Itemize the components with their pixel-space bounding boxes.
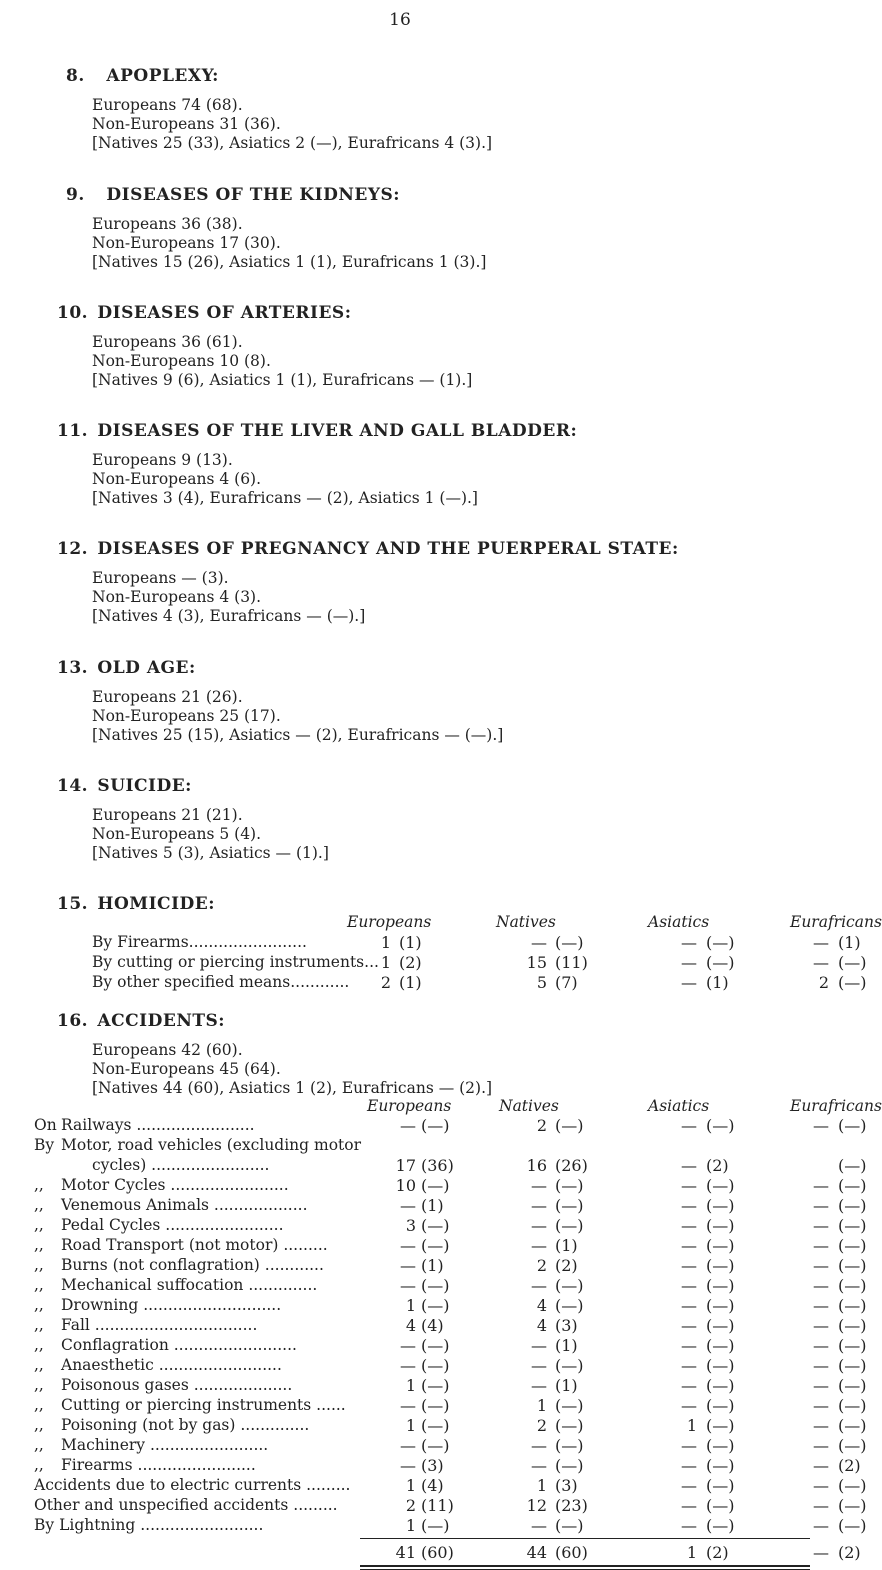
table-value-previous: (—) xyxy=(421,1216,450,1235)
table-value-previous: (—) xyxy=(838,1416,867,1435)
table-value-previous: (—) xyxy=(838,1256,867,1275)
section-heading xyxy=(57,658,196,678)
row-prefix: ,, xyxy=(34,1336,44,1354)
totals-double-rule xyxy=(360,1565,810,1567)
section-number: 8. xyxy=(66,66,85,86)
table-value: — xyxy=(681,933,697,952)
table-value-previous: (—) xyxy=(838,1496,867,1515)
table-value: — xyxy=(400,1276,416,1295)
table-value: 17 xyxy=(395,1156,416,1175)
section-line: [Natives 44 (60), Asiatics 1 (2), Eurafricans — (2).] xyxy=(92,1079,493,1097)
row-prefix: ,, xyxy=(34,1216,44,1234)
table-value: 4 xyxy=(536,1296,547,1315)
table-value: — xyxy=(531,1276,547,1295)
section-line: Europeans 36 (61). xyxy=(92,333,243,351)
row-label: Poisonous gases .................... xyxy=(61,1376,293,1394)
row-label: By cutting or piercing instruments... xyxy=(92,953,379,971)
column-header: Natives xyxy=(499,1097,559,1115)
section-line: Europeans 42 (60). xyxy=(92,1041,243,1059)
section-line: Non-Europeans 17 (30). xyxy=(92,234,281,252)
table-value-previous: (—) xyxy=(706,1456,735,1475)
table-value-previous: (—) xyxy=(421,1416,450,1435)
table-value: 3 xyxy=(405,1216,416,1235)
row-prefix: ,, xyxy=(34,1256,44,1274)
table-value: 2 xyxy=(380,973,391,992)
table-value-previous: (—) xyxy=(706,933,735,952)
table-value: — xyxy=(681,1216,697,1235)
table-value: — xyxy=(400,1196,416,1215)
table-value-previous: (3) xyxy=(421,1456,444,1475)
table-value: 1 xyxy=(380,933,391,952)
section-title: SUICIDE: xyxy=(91,776,192,796)
table-value: — xyxy=(681,1396,697,1415)
table-value: — xyxy=(531,1456,547,1475)
table-value: — xyxy=(681,1356,697,1375)
row-prefix: ,, xyxy=(34,1396,44,1414)
section-line: [Natives 4 (3), Eurafricans — (—).] xyxy=(92,607,366,625)
table-value: — xyxy=(813,1216,829,1235)
table-value-previous: (—) xyxy=(838,1156,867,1175)
table-value-previous: (—) xyxy=(706,1316,735,1335)
row-prefix: By xyxy=(34,1136,55,1154)
table-value-previous: (—) xyxy=(555,1456,584,1475)
table-value-previous: (1) xyxy=(421,1196,444,1215)
section-line: Europeans 36 (38). xyxy=(92,215,243,233)
table-value: — xyxy=(531,1336,547,1355)
section-title: DISEASES OF PREGNANCY AND THE PUERPERAL STATE: xyxy=(91,539,679,559)
section-number: 12. xyxy=(57,539,89,559)
row-prefix: ,, xyxy=(34,1356,44,1374)
column-header: Eurafricans xyxy=(790,913,882,931)
row-label: By Firearms........................ xyxy=(92,933,307,951)
row-prefix: ,, xyxy=(34,1376,44,1394)
table-value-previous: (—) xyxy=(421,1516,450,1535)
table-value: 1 xyxy=(536,1476,547,1495)
row-label: Other and unspecified accidents ......... xyxy=(34,1496,338,1514)
table-value-previous: (2) xyxy=(706,1156,729,1175)
section-line: Europeans 21 (26). xyxy=(92,688,243,706)
row-prefix: ,, xyxy=(34,1316,44,1334)
section-line: [Natives 25 (33), Asiatics 2 (—), Eurafricans 4 (3).] xyxy=(92,134,493,152)
table-value: 2 xyxy=(536,1416,547,1435)
table-value: — xyxy=(681,1476,697,1495)
table-value-previous: (2) xyxy=(706,1543,729,1562)
section-title: OLD AGE: xyxy=(91,658,196,678)
table-value-previous: (—) xyxy=(555,1296,584,1315)
table-value: — xyxy=(400,1116,416,1135)
table-value-previous: (—) xyxy=(555,1516,584,1535)
section-line: Europeans 21 (21). xyxy=(92,806,243,824)
table-value-previous: (—) xyxy=(706,1296,735,1315)
table-value-previous: (—) xyxy=(421,1396,450,1415)
row-prefix: ,, xyxy=(34,1456,44,1474)
table-value-previous: (3) xyxy=(555,1316,578,1335)
table-value: — xyxy=(681,1496,697,1515)
table-value-previous: (—) xyxy=(838,1436,867,1455)
table-value-previous: (—) xyxy=(555,1416,584,1435)
row-label: Drowning ............................ xyxy=(61,1296,282,1314)
table-value-previous: (—) xyxy=(421,1376,450,1395)
table-value-previous: (—) xyxy=(421,1356,450,1375)
section-line: Europeans 74 (68). xyxy=(92,96,243,114)
table-value-previous: (36) xyxy=(421,1156,454,1175)
section-line: Non-Europeans 45 (64). xyxy=(92,1060,281,1078)
table-value: 2 xyxy=(818,973,829,992)
table-value-previous: (—) xyxy=(421,1176,450,1195)
table-value: 4 xyxy=(405,1316,416,1335)
table-value-previous: (—) xyxy=(555,1276,584,1295)
column-header: Eurafricans xyxy=(790,1097,882,1115)
table-value-previous: (—) xyxy=(706,1516,735,1535)
table-value: 1 xyxy=(536,1396,547,1415)
table-value: 5 xyxy=(536,973,547,992)
table-value-previous: (—) xyxy=(838,1276,867,1295)
row-label: Conflagration ......................... xyxy=(61,1336,297,1354)
section-title: ACCIDENTS: xyxy=(91,1011,226,1031)
row-label: cycles) ........................ xyxy=(92,1156,270,1174)
table-value: — xyxy=(813,1496,829,1515)
table-value: 1 xyxy=(380,953,391,972)
table-value: — xyxy=(400,1256,416,1275)
table-value: — xyxy=(813,933,829,952)
section-line: [Natives 15 (26), Asiatics 1 (1), Eurafricans 1 (3).] xyxy=(92,253,487,271)
table-value: — xyxy=(813,1296,829,1315)
column-header: Europeans xyxy=(347,913,432,931)
table-value-previous: (—) xyxy=(838,953,867,972)
row-prefix: ,, xyxy=(34,1236,44,1254)
table-value: — xyxy=(813,1316,829,1335)
table-value: 2 xyxy=(536,1116,547,1135)
table-value-previous: (—) xyxy=(555,1196,584,1215)
table-value-previous: (4) xyxy=(421,1316,444,1335)
table-value: — xyxy=(531,1216,547,1235)
table-value: — xyxy=(531,1516,547,1535)
section-line: Non-Europeans 10 (8). xyxy=(92,352,271,370)
table-value: — xyxy=(681,1376,697,1395)
table-value: 1 xyxy=(405,1516,416,1535)
table-value-previous: (—) xyxy=(838,973,867,992)
table-value: — xyxy=(813,953,829,972)
row-label: Motor, road vehicles (excluding motor xyxy=(61,1136,362,1154)
table-value: — xyxy=(681,1156,697,1175)
table-value-previous: (7) xyxy=(555,973,578,992)
table-value-previous: (—) xyxy=(838,1236,867,1255)
column-header: Europeans xyxy=(367,1097,452,1115)
section-line: Non-Europeans 4 (3). xyxy=(92,588,262,606)
table-value: — xyxy=(813,1396,829,1415)
section-line: Europeans — (3). xyxy=(92,569,229,587)
totals-rule xyxy=(360,1538,810,1539)
table-value: — xyxy=(813,1336,829,1355)
table-value-previous: (—) xyxy=(555,933,584,952)
table-value-previous: (—) xyxy=(555,1116,584,1135)
row-label: Cutting or piercing instruments ...... xyxy=(61,1396,346,1414)
section-line: Non-Europeans 5 (4). xyxy=(92,825,262,843)
section-line: [Natives 5 (3), Asiatics — (1).] xyxy=(92,844,329,862)
row-label: Accidents due to electric currents ......... xyxy=(34,1476,351,1494)
section-number: 11. xyxy=(57,421,89,441)
table-value-previous: (11) xyxy=(555,953,588,972)
section-title: DISEASES OF ARTERIES: xyxy=(91,303,352,323)
table-value: — xyxy=(681,1436,697,1455)
table-value-previous: (—) xyxy=(421,1336,450,1355)
table-value-previous: (1) xyxy=(838,933,861,952)
column-header: Asiatics xyxy=(648,913,710,931)
table-value: — xyxy=(681,1196,697,1215)
table-value-previous: (2) xyxy=(838,1456,861,1475)
table-value: — xyxy=(813,1516,829,1535)
table-value-previous: (—) xyxy=(706,953,735,972)
table-value: 41 xyxy=(395,1543,416,1562)
table-value-previous: (—) xyxy=(706,1116,735,1135)
section-title: DISEASES OF THE KIDNEYS: xyxy=(100,185,401,205)
table-value-previous: (—) xyxy=(421,1296,450,1315)
table-value: — xyxy=(681,1176,697,1195)
table-value-previous: (—) xyxy=(838,1176,867,1195)
table-value: 2 xyxy=(405,1496,416,1515)
table-value-previous: (—) xyxy=(706,1336,735,1355)
table-value-previous: (1) xyxy=(399,973,422,992)
row-prefix: ,, xyxy=(34,1436,44,1454)
table-value-previous: (—) xyxy=(838,1196,867,1215)
row-prefix: ,, xyxy=(34,1416,44,1434)
section-line: [Natives 25 (15), Asiatics — (2), Eurafricans — (—).] xyxy=(92,726,504,744)
table-value-previous: (—) xyxy=(838,1476,867,1495)
table-value: — xyxy=(531,1436,547,1455)
table-value-previous: (—) xyxy=(838,1316,867,1335)
table-value-previous: (—) xyxy=(421,1436,450,1455)
table-value: — xyxy=(681,1336,697,1355)
table-value: — xyxy=(813,1196,829,1215)
table-value-previous: (—) xyxy=(421,1236,450,1255)
table-value: — xyxy=(681,1296,697,1315)
table-value: — xyxy=(813,1256,829,1275)
table-value-previous: (60) xyxy=(555,1543,588,1562)
table-value: 1 xyxy=(405,1376,416,1395)
section-title: HOMICIDE: xyxy=(91,894,216,914)
table-value: — xyxy=(813,1416,829,1435)
table-value-previous: (—) xyxy=(706,1176,735,1195)
table-value-previous: (—) xyxy=(838,1376,867,1395)
table-value-previous: (—) xyxy=(838,1116,867,1135)
table-value-previous: (—) xyxy=(706,1416,735,1435)
section-number: 10. xyxy=(57,303,89,323)
table-value: — xyxy=(531,933,547,952)
section-number: 9. xyxy=(66,185,85,205)
section-heading xyxy=(66,66,219,86)
row-label: Machinery ........................ xyxy=(61,1436,269,1454)
table-value-previous: (—) xyxy=(555,1436,584,1455)
table-value: — xyxy=(813,1356,829,1375)
table-value: 4 xyxy=(536,1316,547,1335)
row-prefix: On xyxy=(34,1116,57,1134)
table-value: 1 xyxy=(405,1476,416,1495)
row-label: Mechanical suffocation .............. xyxy=(61,1276,318,1294)
row-label: Road Transport (not motor) ......... xyxy=(61,1236,328,1254)
table-value-previous: (2) xyxy=(838,1543,861,1562)
table-value: — xyxy=(813,1543,829,1562)
row-label: By Lightning ......................... xyxy=(34,1516,264,1534)
row-prefix: ,, xyxy=(34,1276,44,1294)
table-value: — xyxy=(400,1336,416,1355)
row-label: Motor Cycles ........................ xyxy=(61,1176,289,1194)
row-label: By other specified means............ xyxy=(92,973,350,991)
row-label: Poisoning (not by gas) .............. xyxy=(61,1416,310,1434)
table-value: — xyxy=(531,1176,547,1195)
table-value: — xyxy=(813,1436,829,1455)
table-value-previous: (—) xyxy=(706,1436,735,1455)
table-value: — xyxy=(400,1436,416,1455)
table-value-previous: (1) xyxy=(399,933,422,952)
table-value-previous: (11) xyxy=(421,1496,454,1515)
section-heading xyxy=(66,185,400,205)
table-value: — xyxy=(681,1236,697,1255)
table-value-previous: (1) xyxy=(555,1236,578,1255)
table-value: — xyxy=(681,1276,697,1295)
table-value-previous: (—) xyxy=(838,1216,867,1235)
table-value: — xyxy=(531,1236,547,1255)
table-value: — xyxy=(813,1176,829,1195)
section-heading xyxy=(57,894,215,914)
table-value: 1 xyxy=(686,1543,697,1562)
table-value: — xyxy=(813,1116,829,1135)
section-number: 13. xyxy=(57,658,89,678)
table-value-previous: (—) xyxy=(555,1356,584,1375)
table-value-previous: (—) xyxy=(706,1256,735,1275)
section-heading xyxy=(57,1011,225,1031)
row-label: Anaesthetic ......................... xyxy=(61,1356,282,1374)
table-value: — xyxy=(400,1236,416,1255)
table-value-previous: (1) xyxy=(555,1336,578,1355)
table-value: — xyxy=(531,1376,547,1395)
table-value: — xyxy=(681,1456,697,1475)
section-line: [Natives 9 (6), Asiatics 1 (1), Eurafricans — (1).] xyxy=(92,371,473,389)
column-header: Asiatics xyxy=(648,1097,710,1115)
table-value-previous: (—) xyxy=(421,1276,450,1295)
section-line: Europeans 9 (13). xyxy=(92,451,233,469)
table-value: — xyxy=(531,1196,547,1215)
table-value-previous: (—) xyxy=(706,1396,735,1415)
row-prefix: ,, xyxy=(34,1196,44,1214)
table-value-previous: (4) xyxy=(421,1476,444,1495)
table-value: 1 xyxy=(405,1416,416,1435)
table-value-previous: (—) xyxy=(838,1336,867,1355)
table-value: — xyxy=(400,1456,416,1475)
table-value-previous: (—) xyxy=(706,1216,735,1235)
table-value-previous: (—) xyxy=(706,1356,735,1375)
table-value: 1 xyxy=(686,1416,697,1435)
column-header: Natives xyxy=(496,913,556,931)
row-label: Burns (not conflagration) ............ xyxy=(61,1256,324,1274)
section-title: APOPLEXY: xyxy=(100,66,219,86)
table-value-previous: (—) xyxy=(555,1216,584,1235)
table-value: — xyxy=(531,1356,547,1375)
row-label: Fall ................................. xyxy=(61,1316,258,1334)
table-value-previous: (2) xyxy=(399,953,422,972)
section-number: 16. xyxy=(57,1011,89,1031)
row-label: Venemous Animals ................... xyxy=(61,1196,308,1214)
section-number: 14. xyxy=(57,776,89,796)
table-value-previous: (1) xyxy=(555,1376,578,1395)
table-value: 2 xyxy=(536,1256,547,1275)
table-value-previous: (60) xyxy=(421,1543,454,1562)
table-value: 15 xyxy=(526,953,547,972)
table-value: 12 xyxy=(526,1496,547,1515)
table-value: — xyxy=(813,1276,829,1295)
table-value-previous: (—) xyxy=(421,1116,450,1135)
table-value-previous: (2) xyxy=(555,1256,578,1275)
row-prefix: ,, xyxy=(34,1296,44,1314)
section-heading xyxy=(57,303,351,323)
table-value-previous: (—) xyxy=(555,1176,584,1195)
table-value-previous: (—) xyxy=(706,1496,735,1515)
section-number: 15. xyxy=(57,894,89,914)
table-value-previous: (3) xyxy=(555,1476,578,1495)
table-value: — xyxy=(681,1256,697,1275)
table-value: 44 xyxy=(526,1543,547,1562)
table-value: — xyxy=(681,1516,697,1535)
table-value-previous: (—) xyxy=(555,1396,584,1415)
row-prefix: ,, xyxy=(34,1176,44,1194)
table-value-previous: (1) xyxy=(706,973,729,992)
table-value: 1 xyxy=(405,1296,416,1315)
row-label: Pedal Cycles ........................ xyxy=(61,1216,284,1234)
section-line: [Natives 3 (4), Eurafricans — (2), Asiatics 1 (—).] xyxy=(92,489,478,507)
table-value-previous: (—) xyxy=(706,1236,735,1255)
table-value-previous: (—) xyxy=(706,1276,735,1295)
section-line: Non-Europeans 4 (6). xyxy=(92,470,262,488)
table-value-previous: (—) xyxy=(838,1396,867,1415)
section-line: Non-Europeans 25 (17). xyxy=(92,707,281,725)
table-value: — xyxy=(681,1316,697,1335)
table-value: 16 xyxy=(526,1156,547,1175)
table-value: — xyxy=(813,1456,829,1475)
table-value: — xyxy=(400,1356,416,1375)
section-heading xyxy=(57,776,192,796)
table-value-previous: (—) xyxy=(706,1376,735,1395)
row-label: Firearms ........................ xyxy=(61,1456,256,1474)
table-value: — xyxy=(681,973,697,992)
table-value-previous: (1) xyxy=(421,1256,444,1275)
table-value: — xyxy=(400,1396,416,1415)
table-value: — xyxy=(813,1236,829,1255)
table-value: — xyxy=(813,1476,829,1495)
section-line: Non-Europeans 31 (36). xyxy=(92,115,281,133)
table-value-previous: (26) xyxy=(555,1156,588,1175)
section-title: DISEASES OF THE LIVER AND GALL BLADDER: xyxy=(91,421,578,441)
table-value-previous: (—) xyxy=(838,1356,867,1375)
table-value: — xyxy=(681,1116,697,1135)
page-number: 16 xyxy=(389,10,411,30)
table-value: — xyxy=(813,1376,829,1395)
table-value-previous: (—) xyxy=(838,1516,867,1535)
table-value: — xyxy=(681,953,697,972)
section-heading xyxy=(57,539,679,559)
section-heading xyxy=(57,421,577,441)
table-value-previous: (—) xyxy=(838,1296,867,1315)
table-value: 10 xyxy=(395,1176,416,1195)
table-value-previous: (—) xyxy=(706,1476,735,1495)
row-label: Railways ........................ xyxy=(61,1116,255,1134)
table-value-previous: (—) xyxy=(706,1196,735,1215)
table-value-previous: (23) xyxy=(555,1496,588,1515)
